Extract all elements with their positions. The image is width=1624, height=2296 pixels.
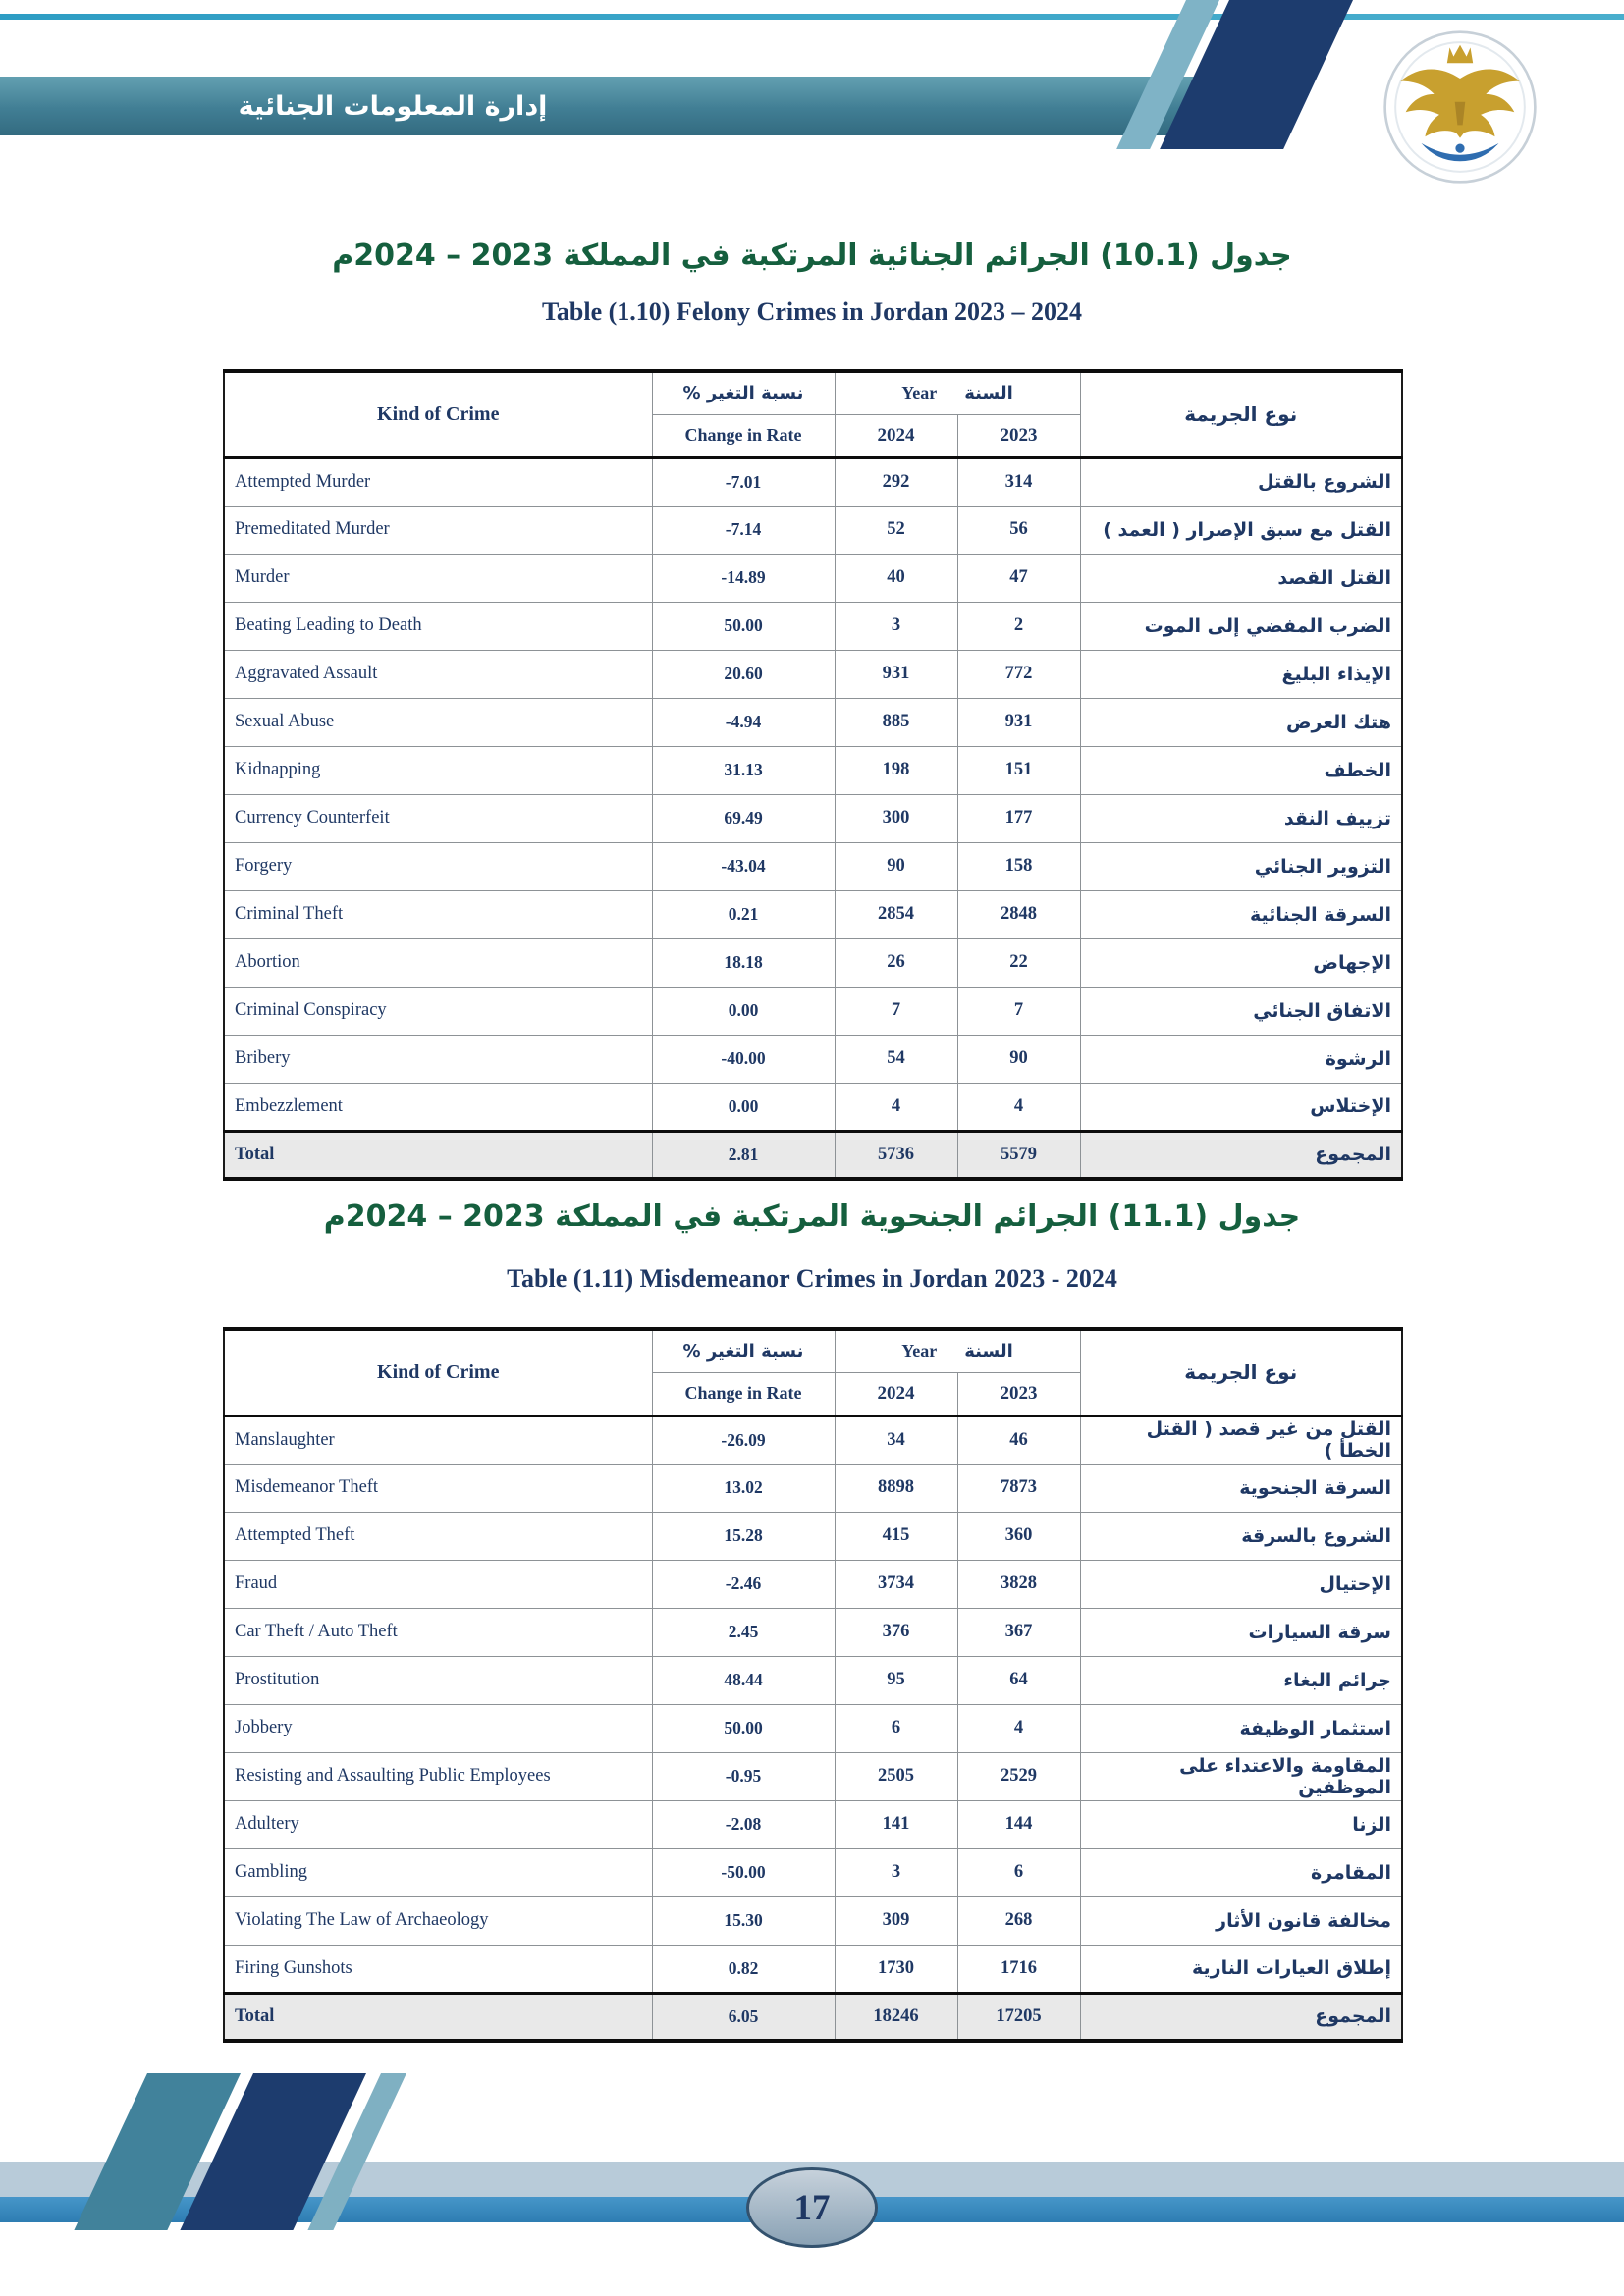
crime-name-en: Beating Leading to Death [224, 602, 652, 650]
crime-name-ar: الضرب المفضي إلى الموت [1080, 602, 1402, 650]
table-row [224, 698, 1402, 746]
change-rate-value: -7.14 [652, 506, 835, 554]
crime-name-en: Attempted Murder [224, 457, 652, 506]
value-2023: 22 [957, 938, 1080, 987]
table-row [224, 1752, 1402, 1800]
table-row [224, 1608, 1402, 1656]
change-rate-value: 20.60 [652, 650, 835, 698]
change-rate-value: 31.13 [652, 746, 835, 794]
value-2024: 6 [835, 1704, 957, 1752]
total-2024-value: 5736 [835, 1131, 957, 1179]
year-2024-header: 2024 [835, 414, 957, 457]
change-rate-value: 0.00 [652, 987, 835, 1035]
crime-name-en: Kidnapping [224, 746, 652, 794]
value-2024: 1730 [835, 1945, 957, 1993]
value-2024: 198 [835, 746, 957, 794]
crime-type-header-ar: نوع الجريمة [1080, 1329, 1402, 1415]
value-2024: 54 [835, 1035, 957, 1083]
crime-name-en: Car Theft / Auto Theft [224, 1608, 652, 1656]
crime-name-ar: المقامرة [1080, 1848, 1402, 1896]
change-rate-value: -14.89 [652, 554, 835, 602]
value-2024: 309 [835, 1896, 957, 1945]
change-rate-header-ar: نسبة التغير % [652, 371, 835, 414]
value-2024: 26 [835, 938, 957, 987]
table-row [224, 1945, 1402, 1993]
change-rate-value: -43.04 [652, 842, 835, 890]
value-2023: 772 [957, 650, 1080, 698]
total-label-ar: المجموع [1080, 1993, 1402, 2041]
total-label-en: Total [224, 1131, 652, 1179]
value-2023: 64 [957, 1656, 1080, 1704]
crime-name-ar: إطلاق العيارات النارية [1080, 1945, 1402, 1993]
total-change-value: 2.81 [652, 1131, 835, 1179]
table-row [224, 457, 1402, 506]
crime-name-ar: الخطف [1080, 746, 1402, 794]
value-2024: 8898 [835, 1464, 957, 1512]
change-rate-header-en: Change in Rate [652, 1372, 835, 1415]
kind-of-crime-header: Kind of Crime [224, 1329, 652, 1415]
year-2024-header: 2024 [835, 1372, 957, 1415]
value-2024: 3734 [835, 1560, 957, 1608]
crime-name-en: Forgery [224, 842, 652, 890]
change-rate-value: 48.44 [652, 1656, 835, 1704]
crime-name-ar: تزييف النقد [1080, 794, 1402, 842]
value-2023: 46 [957, 1415, 1080, 1464]
felony-table-title-ar: جدول (10.1) الجرائم الجنائية المرتكبة في المملكة 2023 – 2024م [332, 239, 1292, 273]
table-row [224, 1704, 1402, 1752]
value-2023: 2529 [957, 1752, 1080, 1800]
crime-name-ar: الإيذاء البليغ [1080, 650, 1402, 698]
crime-name-en: Abortion [224, 938, 652, 987]
value-2023: 1716 [957, 1945, 1080, 1993]
table-row [224, 1560, 1402, 1608]
felony-crimes-table [223, 369, 1401, 1181]
change-rate-value: -0.95 [652, 1752, 835, 1800]
table-row [224, 1083, 1402, 1131]
change-rate-value: 69.49 [652, 794, 835, 842]
change-rate-value: 15.28 [652, 1512, 835, 1560]
change-rate-value: -40.00 [652, 1035, 835, 1083]
value-2023: 2848 [957, 890, 1080, 938]
year-2023-header: 2023 [957, 1372, 1080, 1415]
change-rate-value: -50.00 [652, 1848, 835, 1896]
crime-name-en: Manslaughter [224, 1415, 652, 1464]
crime-name-en: Criminal Conspiracy [224, 987, 652, 1035]
value-2024: 3 [835, 602, 957, 650]
value-2023: 144 [957, 1800, 1080, 1848]
change-rate-value: 50.00 [652, 1704, 835, 1752]
value-2024: 95 [835, 1656, 957, 1704]
crime-name-en: Aggravated Assault [224, 650, 652, 698]
top-accent-line [0, 14, 1624, 20]
value-2023: 47 [957, 554, 1080, 602]
year-2023-header: 2023 [957, 414, 1080, 457]
crime-name-en: Misdemeanor Theft [224, 1464, 652, 1512]
crime-name-en: Jobbery [224, 1704, 652, 1752]
page-number: 17 [793, 2187, 831, 2228]
total-2024-value: 18246 [835, 1993, 957, 2041]
value-2023: 158 [957, 842, 1080, 890]
crime-name-en: Prostitution [224, 1656, 652, 1704]
value-2024: 2854 [835, 890, 957, 938]
table-row [224, 1896, 1402, 1945]
value-2023: 4 [957, 1083, 1080, 1131]
crime-name-ar: الاتفاق الجنائي [1080, 987, 1402, 1035]
value-2024: 7 [835, 987, 957, 1035]
change-rate-value: 50.00 [652, 602, 835, 650]
year-label-ar: السنة [964, 383, 1013, 404]
crime-name-en: Fraud [224, 1560, 652, 1608]
value-2024: 931 [835, 650, 957, 698]
value-2024: 292 [835, 457, 957, 506]
total-row [224, 1993, 1402, 2041]
year-column-header [835, 1329, 1080, 1372]
crime-name-en: Adultery [224, 1800, 652, 1848]
crime-name-ar: هتك العرض [1080, 698, 1402, 746]
table-row [224, 794, 1402, 842]
psd-logo [1382, 29, 1538, 185]
change-rate-value: -4.94 [652, 698, 835, 746]
value-2024: 141 [835, 1800, 957, 1848]
crime-name-en: Sexual Abuse [224, 698, 652, 746]
misdemeanor-table-title-ar: جدول (11.1) الجرائم الجنحوية المرتكبة في المملكة 2023 – 2024م [323, 1200, 1301, 1234]
table-row [224, 554, 1402, 602]
crime-name-ar: القتل من غير قصد ( القتل الخطأ ) [1080, 1415, 1402, 1464]
crime-name-ar: الزنا [1080, 1800, 1402, 1848]
value-2024: 300 [835, 794, 957, 842]
crime-name-en: Murder [224, 554, 652, 602]
crime-name-en: Currency Counterfeit [224, 794, 652, 842]
value-2024: 885 [835, 698, 957, 746]
crime-name-ar: الشروع بالسرقة [1080, 1512, 1402, 1560]
crime-type-header-ar: نوع الجريمة [1080, 371, 1402, 457]
value-2024: 415 [835, 1512, 957, 1560]
table-row [224, 1464, 1402, 1512]
change-rate-value: 18.18 [652, 938, 835, 987]
table-row [224, 842, 1402, 890]
crime-name-en: Premeditated Murder [224, 506, 652, 554]
change-rate-value: -7.01 [652, 457, 835, 506]
value-2023: 177 [957, 794, 1080, 842]
value-2023: 6 [957, 1848, 1080, 1896]
year-label-en: Year [901, 383, 938, 403]
value-2023: 314 [957, 457, 1080, 506]
change-rate-header-ar: نسبة التغير % [652, 1329, 835, 1372]
crime-name-ar: القتل مع سبق الإصرار ( العمد ) [1080, 506, 1402, 554]
page-number-badge [746, 2167, 878, 2248]
value-2023: 4 [957, 1704, 1080, 1752]
total-2023-value: 17205 [957, 1993, 1080, 2041]
total-change-value: 6.05 [652, 1993, 835, 2041]
table-row [224, 1035, 1402, 1083]
value-2024: 52 [835, 506, 957, 554]
crime-name-ar: مخالفة قانون الأثار [1080, 1896, 1402, 1945]
value-2023: 90 [957, 1035, 1080, 1083]
change-rate-header-en: Change in Rate [652, 414, 835, 457]
change-rate-value: 2.45 [652, 1608, 835, 1656]
value-2024: 4 [835, 1083, 957, 1131]
department-title: إدارة المعلومات الجنائية [238, 90, 548, 122]
kind-of-crime-header: Kind of Crime [224, 371, 652, 457]
table-row [224, 890, 1402, 938]
total-label-en: Total [224, 1993, 652, 2041]
crime-name-ar: المقاومة والاعتداء على الموظفين [1080, 1752, 1402, 1800]
year-column-header [835, 371, 1080, 414]
value-2024: 2505 [835, 1752, 957, 1800]
value-2024: 34 [835, 1415, 957, 1464]
total-label-ar: المجموع [1080, 1131, 1402, 1179]
crime-name-ar: الشروع بالقتل [1080, 457, 1402, 506]
table-row [224, 602, 1402, 650]
value-2023: 367 [957, 1608, 1080, 1656]
value-2024: 40 [835, 554, 957, 602]
year-label-en: Year [901, 1341, 938, 1362]
crime-name-ar: السرقة الجنائية [1080, 890, 1402, 938]
misdemeanor-crimes-table [223, 1327, 1401, 2043]
table-row [224, 1656, 1402, 1704]
table-row [224, 506, 1402, 554]
crime-name-en: Attempted Theft [224, 1512, 652, 1560]
crime-name-ar: الإجهاض [1080, 938, 1402, 987]
value-2023: 360 [957, 1512, 1080, 1560]
change-rate-value: 13.02 [652, 1464, 835, 1512]
felony-table-title-en: Table (1.10) Felony Crimes in Jordan 2023 – 2024 [541, 297, 1083, 326]
value-2024: 376 [835, 1608, 957, 1656]
year-label-ar: السنة [964, 1341, 1013, 1362]
change-rate-value: 0.21 [652, 890, 835, 938]
value-2023: 7 [957, 987, 1080, 1035]
table-row [224, 938, 1402, 987]
value-2023: 56 [957, 506, 1080, 554]
crime-name-en: Violating The Law of Archaeology [224, 1896, 652, 1945]
crime-name-en: Embezzlement [224, 1083, 652, 1131]
crime-name-ar: التزوير الجنائي [1080, 842, 1402, 890]
change-rate-value: 0.82 [652, 1945, 835, 1993]
value-2024: 90 [835, 842, 957, 890]
crime-name-en: Gambling [224, 1848, 652, 1896]
value-2023: 7873 [957, 1464, 1080, 1512]
change-rate-value: -26.09 [652, 1415, 835, 1464]
crime-name-ar: الإحتيال [1080, 1560, 1402, 1608]
change-rate-value: 15.30 [652, 1896, 835, 1945]
table-row [224, 987, 1402, 1035]
change-rate-value: -2.46 [652, 1560, 835, 1608]
crime-name-ar: الإختلاس [1080, 1083, 1402, 1131]
crime-name-ar: السرقة الجنحوية [1080, 1464, 1402, 1512]
table-row [224, 746, 1402, 794]
crime-name-ar: استثمار الوظيفة [1080, 1704, 1402, 1752]
value-2023: 268 [957, 1896, 1080, 1945]
table-row [224, 1512, 1402, 1560]
value-2024: 3 [835, 1848, 957, 1896]
eagle-emblem-icon [1382, 29, 1538, 185]
crime-name-ar: سرقة السيارات [1080, 1608, 1402, 1656]
crime-name-en: Criminal Theft [224, 890, 652, 938]
crime-name-en: Bribery [224, 1035, 652, 1083]
misdemeanor-table-title-en: Table (1.11) Misdemeanor Crimes in Jordan 2023 - 2024 [507, 1264, 1117, 1293]
total-row [224, 1131, 1402, 1179]
table-row [224, 650, 1402, 698]
total-2023-value: 5579 [957, 1131, 1080, 1179]
crime-name-ar: الرشوة [1080, 1035, 1402, 1083]
value-2023: 3828 [957, 1560, 1080, 1608]
crime-name-en: Firing Gunshots [224, 1945, 652, 1993]
change-rate-value: 0.00 [652, 1083, 835, 1131]
value-2023: 151 [957, 746, 1080, 794]
table-row [224, 1800, 1402, 1848]
table-row [224, 1415, 1402, 1464]
crime-name-ar: القتل القصد [1080, 554, 1402, 602]
crime-name-ar: جرائم البغاء [1080, 1656, 1402, 1704]
value-2023: 931 [957, 698, 1080, 746]
crime-name-en: Resisting and Assaulting Public Employees [224, 1752, 652, 1800]
change-rate-value: -2.08 [652, 1800, 835, 1848]
table-row [224, 1848, 1402, 1896]
value-2023: 2 [957, 602, 1080, 650]
